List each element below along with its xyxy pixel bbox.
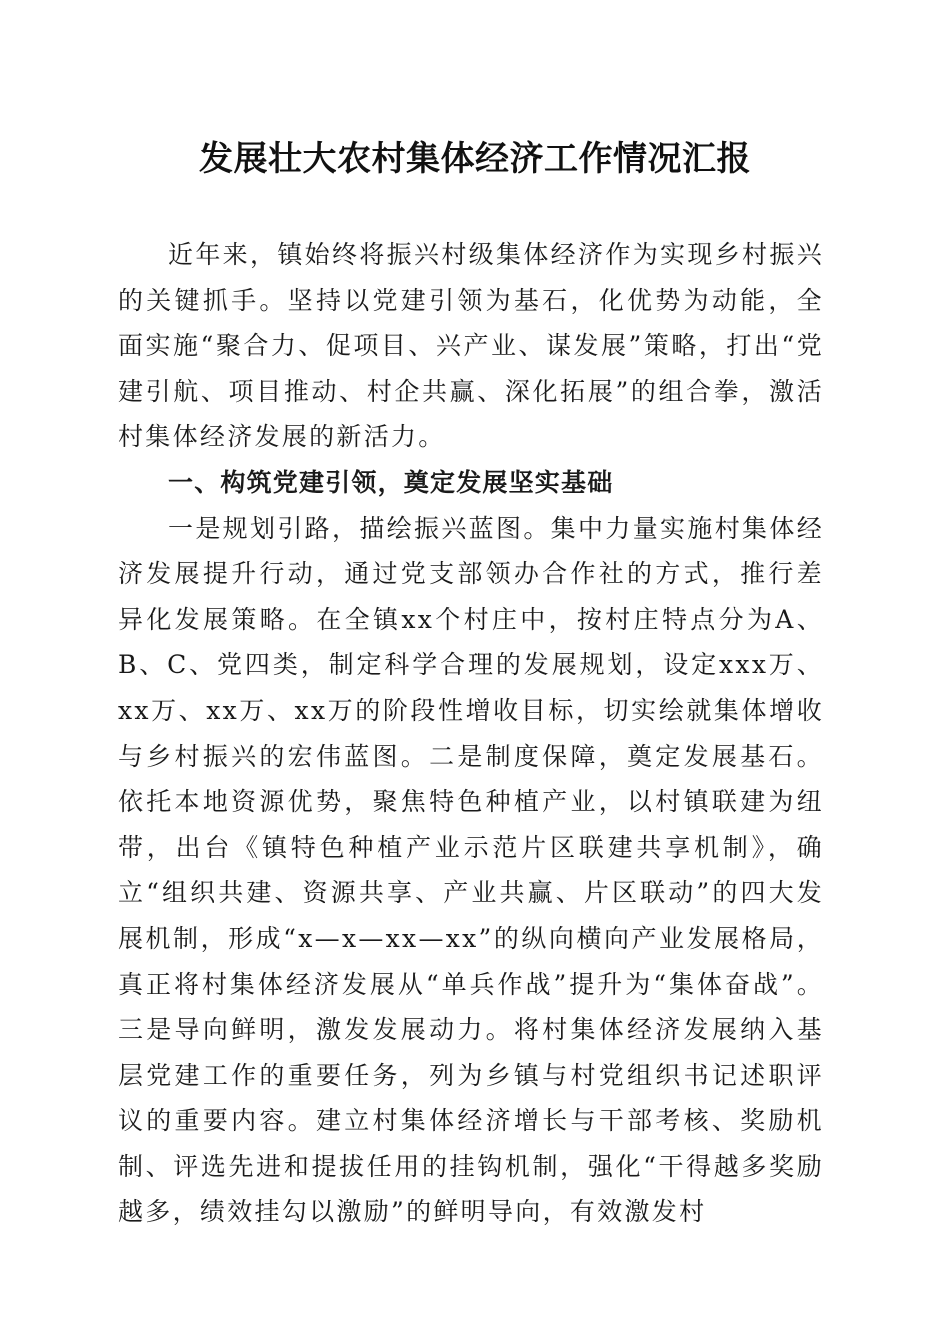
document-title: 发展壮大农村集体经济工作情况汇报: [199, 139, 751, 179]
section-heading: 一、构筑党建引领，奠定发展坚实基础: [168, 467, 614, 497]
document-body: [118, 232, 824, 1235]
intro-paragraph: 近年来，镇始终将振兴村级集体经济作为实现乡村振兴的关键抓手。坚持以党建引领为基石，化优势为动能，全面实施“聚合力、促项目、兴产业、谋发展”策略，打出“党建引航、项目推动、村企共赢、深化拓展”的组合拳，激活村集体经济发展的新活力。: [118, 240, 824, 452]
section-paragraph: 一是规划引路，描绘振兴蓝图。集中力量实施村集体经济发展提升行动，通过党支部领办合作社的方式，推行差异化发展策略。在全镇xx个村庄中，按村庄特点分为A、B、C、党四类，制定科学合理的发展规划，设定xxx万、xx万、xx万、xx万的阶段性增收目标，切实绘就集体增收与乡村振兴的宏伟蓝图。二是制度保障，奠定发展基石。依托本地资源优势，聚焦特色种植产业，以村镇联建为纽带，出台《镇特色种植产业示范片区联建共享机制》，确立“组织共建、资源共享、产业共赢、片区联动”的四大发展机制，形成“x—x—xx—xx”的纵向横向产业发展格局，真正将村集体经济发展从“单兵作战”提升为“集体奋战”。三是导向鲜明，激发发展动力。将村集体经济发展纳入基层党建工作的重要任务，列为乡镇与村党组织书记述职评议的重要内容。建立村集体经济增长与干部考核、奖励机制、评选先进和提拔任用的挂钩机制，强化“干得越多奖励越多，绩效挂勾以激励”的鲜明导向，有效激发村: [118, 513, 824, 1227]
